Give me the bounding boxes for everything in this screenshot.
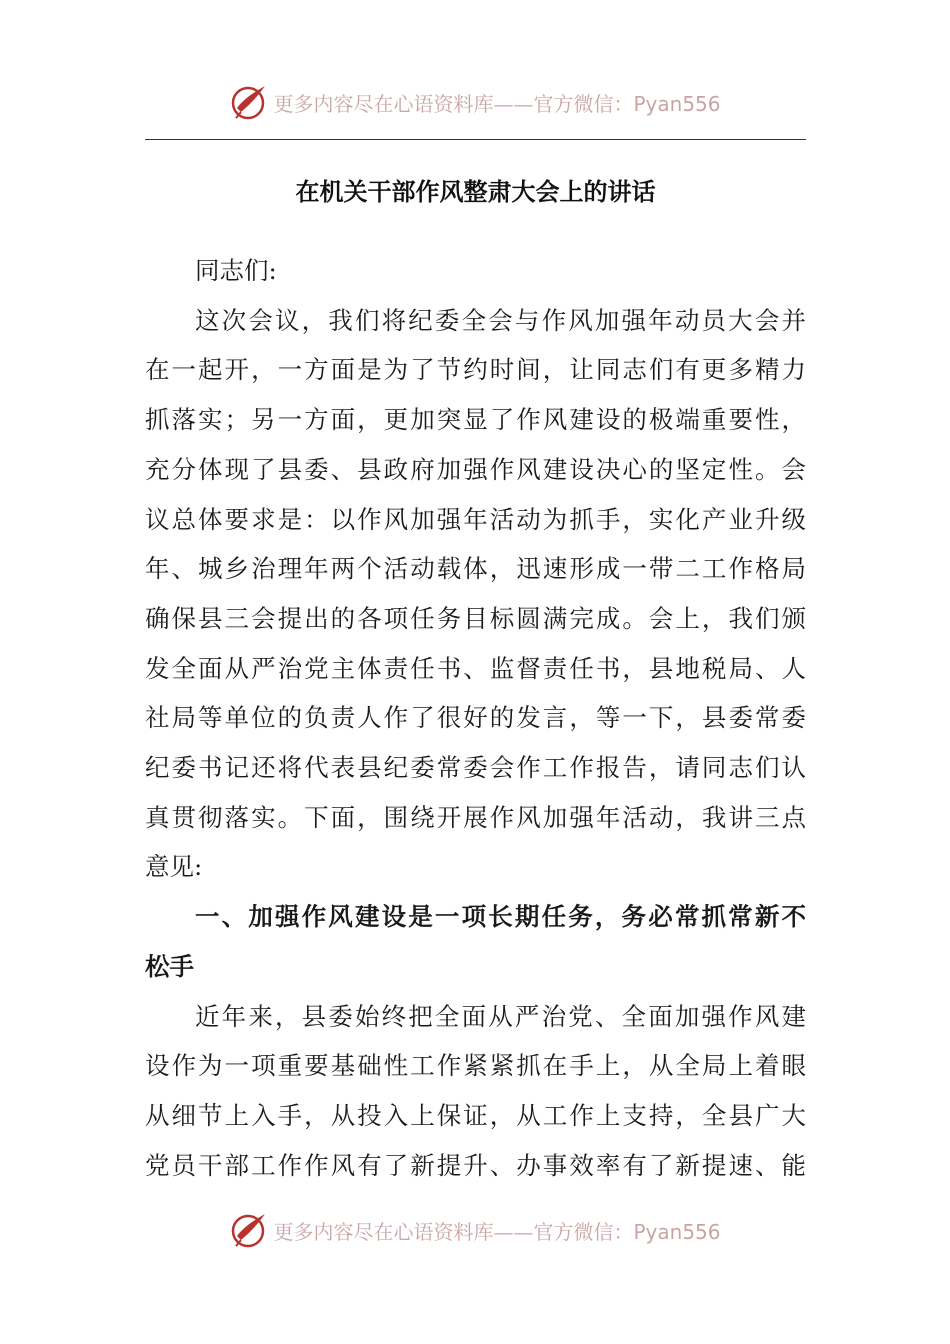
heading-line: 松手 (145, 951, 194, 981)
document-title: 在机关干部作风整肃大会上的讲话 (295, 178, 656, 206)
footer-watermark-banner (0, 1208, 950, 1252)
heading-line: 一、加强作风建设是一项长期任务，务必常抓常新不 (195, 902, 806, 932)
text-line: 年、城乡治理年两个活动载体，迅速形成一带二工作格局 (145, 554, 806, 584)
text-line: 这次会议，我们将纪委全会与作风加强年动员大会并 (195, 305, 806, 335)
text-line: 在一起开，一方面是为了节约时间，让同志们有更多精力 (145, 355, 806, 385)
paragraph-1 (145, 296, 806, 892)
text-line: 抓落实；另一方面，更加突显了作风建设的极端重要性， (145, 405, 806, 435)
text-line: 近年来，县委始终把全面从严治党、全面加强作风建 (195, 1001, 806, 1031)
text-line: 真贯彻落实。下面，围绕开展作风加强年活动，我讲三点 (145, 802, 806, 832)
header-rule (145, 139, 806, 140)
greeting: 同志们: (195, 256, 277, 285)
quill-logo-icon (229, 1210, 269, 1250)
text-line: 意见: (145, 852, 203, 882)
paragraph-2 (145, 992, 806, 1191)
document-body (145, 246, 806, 1190)
text-line: 党员干部工作作风有了新提升、办事效率有了新提速、能 (145, 1150, 806, 1180)
text-line: 确保县三会提出的各项任务目标圆满完成。会上，我们颁 (145, 603, 806, 633)
text-line: 社局等单位的负责人作了很好的发言，等一下，县委常委 (145, 703, 806, 733)
text-line: 充分体现了县委、县政府加强作风建设决心的坚定性。会 (145, 454, 806, 484)
text-line: 纪委书记还将代表县纪委常委会作工作报告，请同志们认 (145, 753, 806, 783)
text-line: 从细节上入手，从投入上保证，从工作上支持，全县广大 (145, 1100, 806, 1130)
text-line: 设作为一项重要基础性工作紧紧抓在手上，从全局上着眼 (145, 1051, 806, 1081)
banner-text: 更多内容尽在心语资料库——官方微信：Pyan556 (273, 1219, 721, 1244)
quill-logo-icon (229, 82, 269, 122)
section-heading-1 (145, 892, 806, 991)
header-watermark-banner (0, 80, 950, 124)
text-line: 发全面从严治党主体责任书、监督责任书，县地税局、人 (145, 653, 806, 683)
banner-text: 更多内容尽在心语资料库——官方微信：Pyan556 (273, 91, 721, 116)
text-line: 议总体要求是：以作风加强年活动为抓手，实化产业升级 (145, 504, 806, 534)
